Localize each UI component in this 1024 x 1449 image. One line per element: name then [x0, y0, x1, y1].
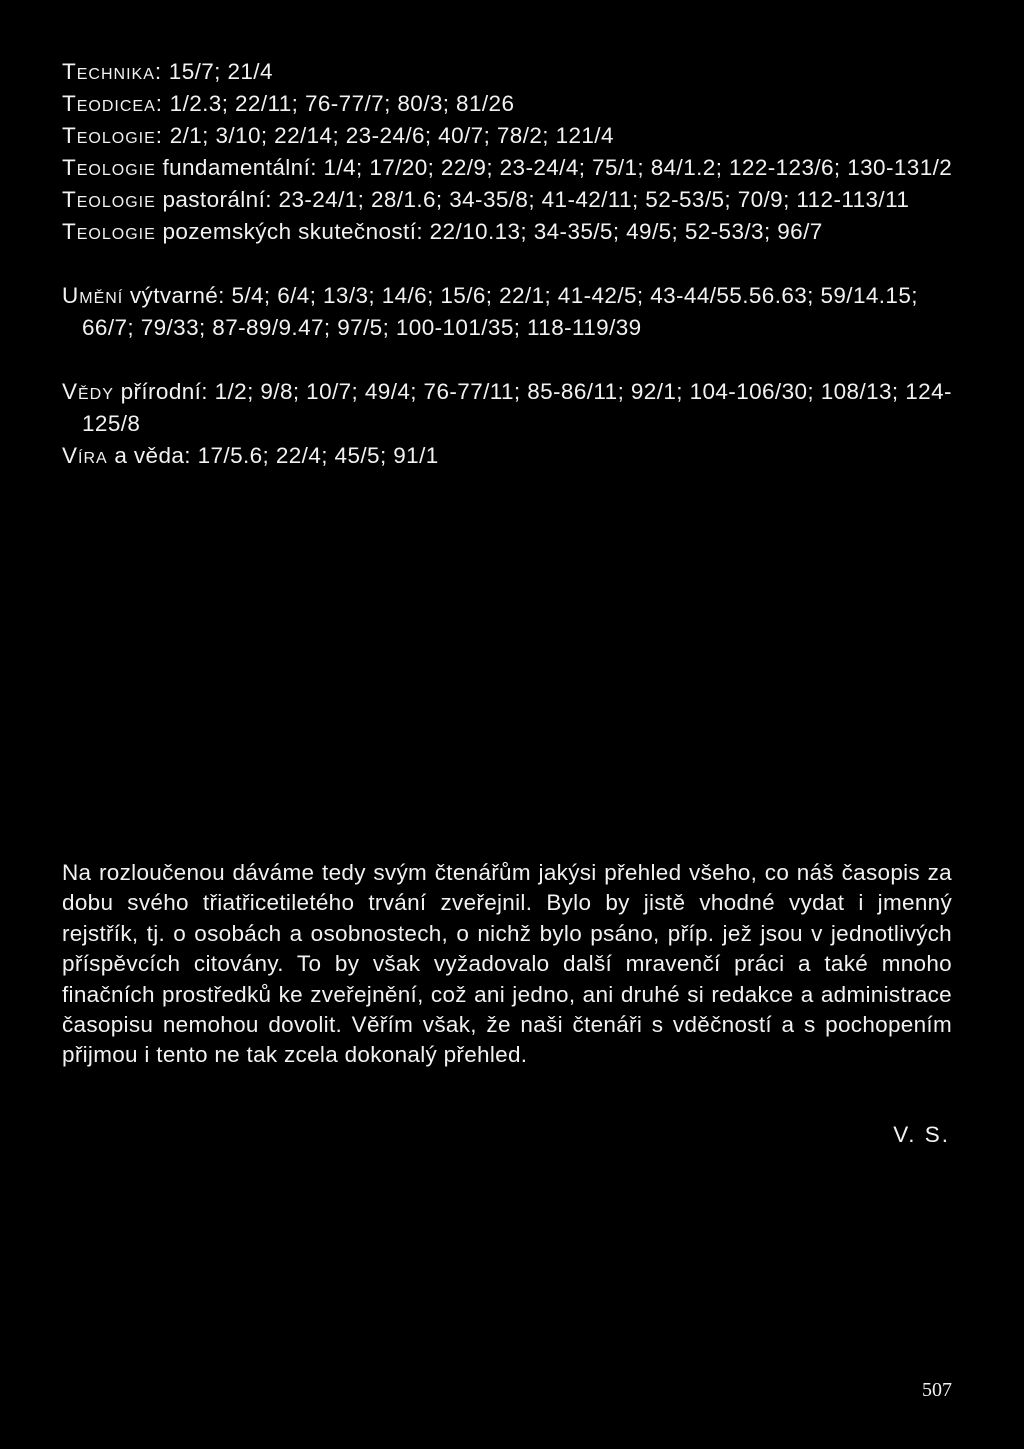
entry-references: výtvarné: 5/4; 6/4; 13/3; 14/6; 15/6; 22/1; 41-42/5; 43-44/55.56.63; 59/14.15; 66/7; 79/33; 87-89/9.47; 97/5; 100-101/35; 118-119/39: [82, 283, 918, 340]
entry-references: pastorální: 23-24/1; 28/1.6; 34-35/8; 41-42/11; 52-53/5; 70/9; 112-113/11: [162, 187, 910, 212]
index-entry-technika: [62, 56, 962, 88]
index-entry-vedy: [62, 376, 962, 440]
entry-heading: Teologie: [62, 155, 156, 180]
index-entry-vira: [62, 440, 962, 472]
entry-heading: Teologie: [62, 187, 156, 212]
index-entry-teodicea: [62, 88, 962, 120]
entry-heading: Umění: [62, 283, 124, 308]
entry-heading: Teologie:: [62, 123, 164, 148]
entry-references: fundamentální: 1/4; 17/20; 22/9; 23-24/4; 75/1; 84/1.2; 122-123/6; 130-131/2: [162, 155, 953, 180]
closing-paragraph: Na rozloučenou dáváme tedy svým čtenářům jakýsi přehled všeho, co náš časopis za dobu svého třiatřicetiletého trvání zveřejnil. Bylo by jistě vhodné vydat i jmenný rejstřík, tj. o osobách a osobnostech, o nichž bylo psáno, příp. jež jsou v jednotlivých příspěvcích citovány. To by však vyžadovalo další mravenčí práci a také mnoho finačních prostředků ke zveřejnění, což ani jedno, ani druhé si redakce a administrace časopisu nemohou dovolit. Věřím však, že naši čtenáři s vděčností a s pochopením přijmou i tento ne tak zcela dokonalý přehled.: [62, 860, 952, 1068]
entry-heading: Víra: [62, 443, 108, 468]
entry-heading: Vědy: [62, 379, 114, 404]
section-spacer: [62, 344, 962, 376]
entry-heading: Teodicea:: [62, 91, 164, 116]
index-entry-teologie-pastoralni: [62, 184, 962, 216]
entry-references: 2/1; 3/10; 22/14; 23-24/6; 40/7; 78/2; 121/4: [169, 123, 614, 148]
entry-references: 15/7; 21/4: [168, 59, 273, 84]
index-entry-umeni: [62, 280, 962, 344]
section-spacer: [62, 248, 962, 280]
entry-heading: Teologie: [62, 219, 156, 244]
entry-references: 1/2.3; 22/11; 76-77/7; 80/3; 81/26: [169, 91, 515, 116]
page-number: 507: [922, 1379, 952, 1401]
entry-heading: Technika:: [62, 59, 163, 84]
index-entry-teologie-fundamentalni: [62, 152, 962, 184]
entry-references: a věda: 17/5.6; 22/4; 45/5; 91/1: [114, 443, 439, 468]
subject-index: [62, 56, 962, 472]
entry-references: pozemských skutečností: 22/10.13; 34-35/5; 49/5; 52-53/3; 96/7: [162, 219, 823, 244]
entry-references: přírodní: 1/2; 9/8; 10/7; 49/4; 76-77/11; 85-86/11; 92/1; 104-106/30; 108/13; 124-125/8: [82, 379, 952, 436]
author-signature: V. S.: [893, 1122, 950, 1147]
index-entry-teologie-pozemskych: [62, 216, 962, 248]
index-entry-teologie: [62, 120, 962, 152]
